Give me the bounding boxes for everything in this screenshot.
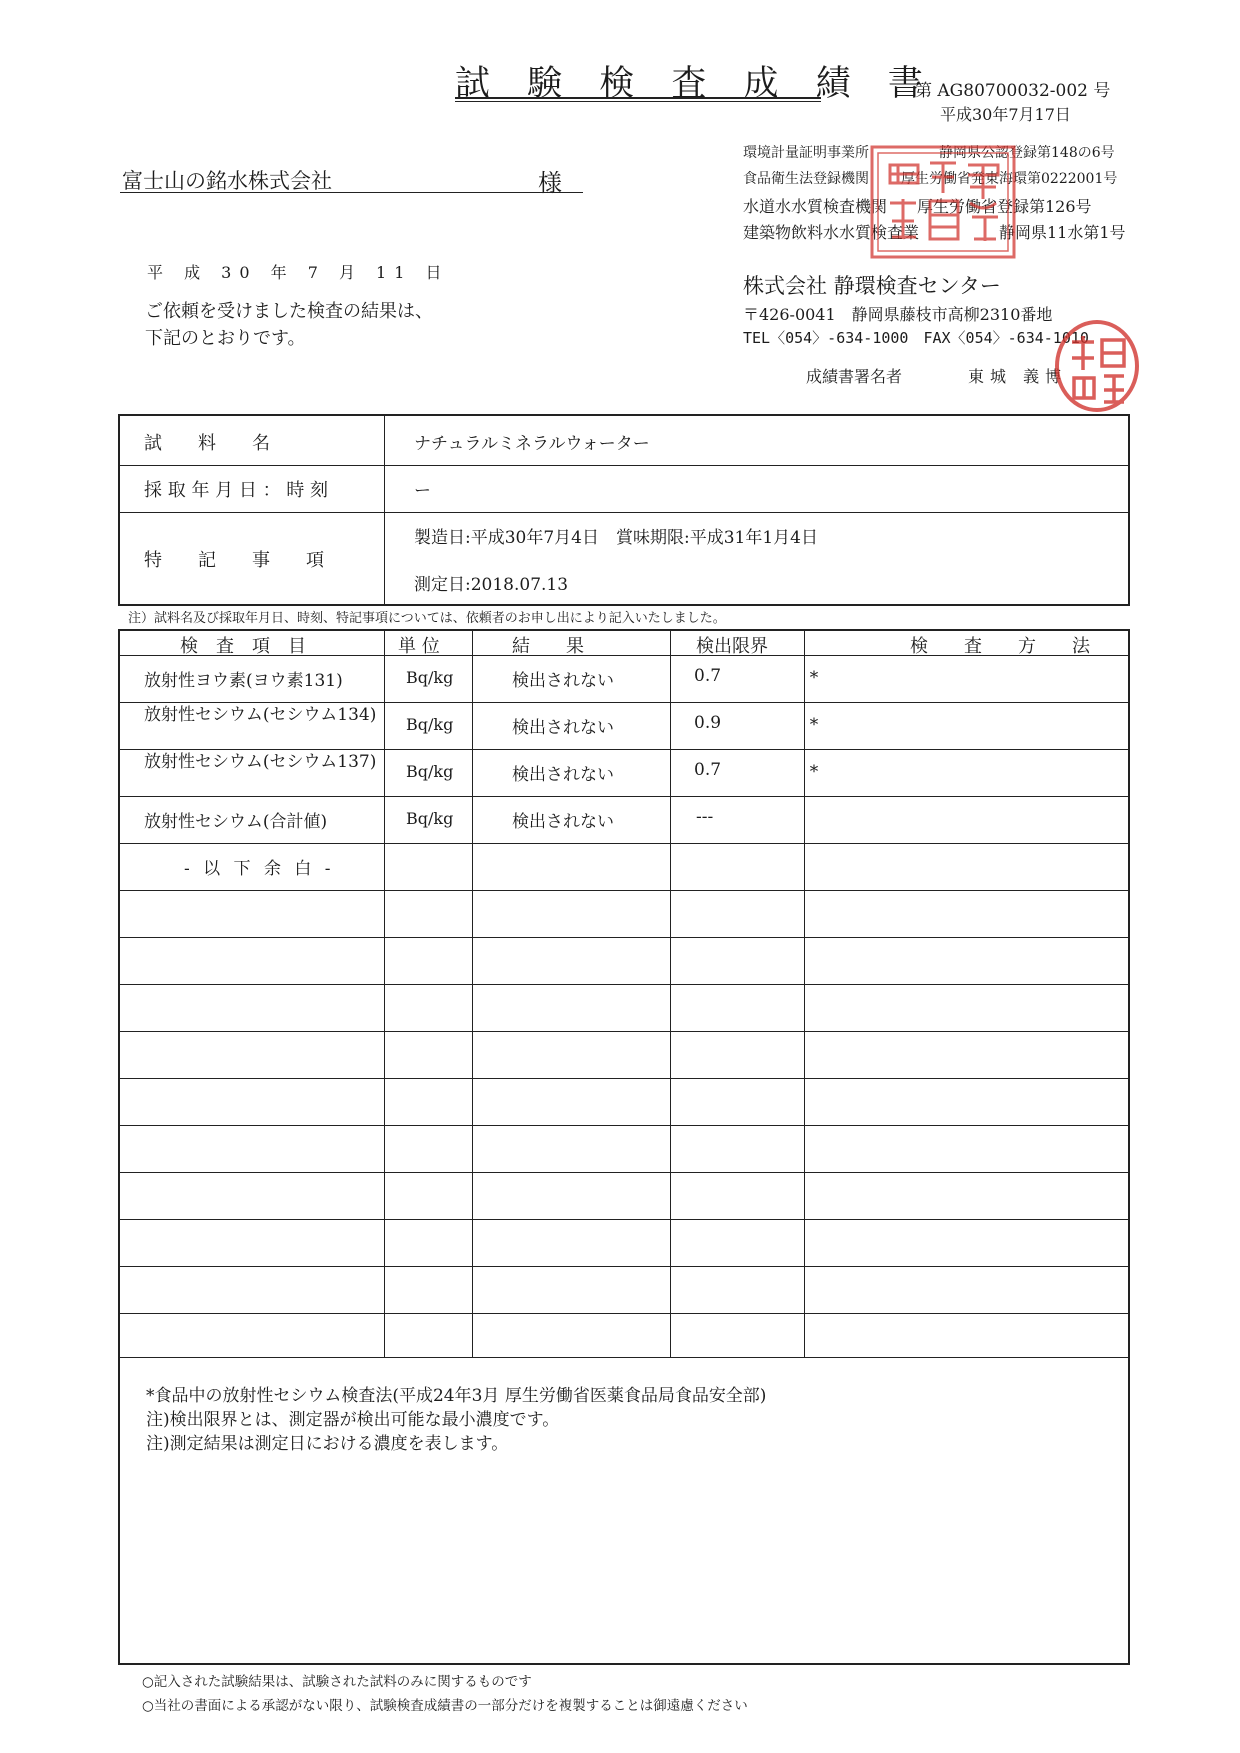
detection-limit: --- [696, 807, 714, 827]
header-result: 結 果 [512, 636, 584, 657]
footnote-method: *食品中の放射性セシウム検査法(平成24年3月 厚生労働省医薬食品局食品安全部) [146, 1386, 767, 1406]
remarks-label: 特 記 事 項 [144, 550, 324, 571]
sample-table-rule [120, 465, 1128, 466]
client-name: 富士山の銘水株式会社 [122, 169, 332, 193]
footnote-measurement: 注)測定結果は測定日における濃度を表します。 [146, 1434, 509, 1454]
signer-seal-icon [1052, 318, 1142, 414]
disclaimer-line-2: ○当社の書面による承認がない限り、試験検査成績書の一部分だけを複製することは御遠慮ください [142, 1698, 748, 1714]
intro-line-2: 下記のとおりです。 [145, 328, 306, 349]
client-underline [120, 192, 583, 193]
header-detection-limit: 検出限界 [696, 636, 768, 657]
request-date: 平 成 30 年 7 月 11 日 [147, 263, 450, 282]
row-rule [120, 702, 1128, 703]
col-divider [472, 631, 473, 1357]
lab-address: 〒426-0041 静岡県藤枝市高柳2310番地 [743, 305, 1053, 324]
registration-value: 静岡県公認登録第148の6号 [939, 145, 1115, 161]
row-rule [120, 890, 1128, 891]
document-title: 試 験 検 査 成 績 書 [455, 64, 936, 104]
result: 検出されない [512, 671, 614, 691]
row-rule [120, 1125, 1128, 1126]
row-rule [120, 1172, 1128, 1173]
signer-name: 東城 義博 [968, 367, 1068, 386]
footnote-detection-limit: 注)検出限界とは、測定器が検出可能な最小濃度です。 [146, 1410, 560, 1430]
sampling-datetime: ー [414, 481, 431, 501]
row-rule [120, 984, 1128, 985]
row-rule [120, 1266, 1128, 1267]
sample-table-divider [384, 416, 385, 604]
registration-label: 環境計量証明事業所 [743, 145, 869, 161]
sample-name-label: 試 料 名 [144, 433, 270, 454]
row-rule [120, 843, 1128, 844]
row-rule [120, 1313, 1128, 1314]
registration-value: 厚生労働省発東海環第0222001号 [901, 171, 1118, 187]
lab-tel-fax: TEL〈054〉-634-1000 FAX〈054〉-634-1010 [743, 329, 1089, 347]
detection-limit: 0.7 [694, 760, 722, 780]
test-method: * [809, 762, 819, 782]
client-honorific: 様 [538, 169, 562, 197]
issue-date: 平成30年7月17日 [940, 105, 1071, 124]
result: 検出されない [512, 812, 614, 832]
registration-label: 食品衛生法登録機関 [743, 171, 869, 187]
signer-label: 成績書署名者 [806, 367, 903, 386]
sample-info-table [118, 414, 1130, 606]
disclaimer-line-1: ○記入された試験結果は、試験された試料のみに関するものです [142, 1674, 532, 1690]
results-table [118, 629, 1130, 1665]
detection-limit: 0.7 [694, 666, 722, 686]
remarks-line-2: 測定日:2018.07.13 [414, 575, 569, 595]
sample-name: ナチュラルミネラルウォーター [414, 434, 650, 454]
result: 検出されない [512, 765, 614, 785]
row-rule [120, 1031, 1128, 1032]
registration-label: 水道水水質検査機関 [743, 197, 888, 216]
header-test-method: 検 査 方 法 [910, 636, 1090, 657]
end-of-entries-marker: - 以 下 余 白 - [184, 859, 335, 879]
row-rule [120, 749, 1128, 750]
row-rule [120, 937, 1128, 938]
registration-value: 静岡県11水第1号 [999, 223, 1126, 242]
row-rule [120, 796, 1128, 797]
registration-label: 建築物飲料水水質検査業 [743, 223, 920, 242]
row-rule [120, 1219, 1128, 1220]
test-item: 放射性セシウム(セシウム134) [144, 705, 377, 725]
sample-info-note: 注）試料名及び採取年月日、時刻、特記事項については、依頼者のお申し出により記入いたしました。 [128, 611, 726, 626]
unit: Bq/kg [406, 668, 454, 687]
row-rule [120, 1357, 1128, 1358]
unit: Bq/kg [406, 762, 454, 781]
detection-limit: 0.9 [694, 713, 722, 733]
registration-value: 厚生労働省登録第126号 [917, 197, 1092, 216]
sampling-datetime-label: 採 取 年 月 日 ： 時 刻 [144, 480, 329, 501]
row-rule [120, 1078, 1128, 1079]
result: 検出されない [512, 718, 614, 738]
intro-line-1: ご依頼を受けました検査の結果は、 [145, 301, 433, 322]
test-method: * [809, 715, 819, 735]
col-divider [670, 631, 671, 1357]
sample-table-rule [120, 512, 1128, 513]
title-underline-inner [455, 101, 821, 102]
title-underline [455, 97, 821, 99]
certificate-number: 第 AG80700032-002 号 [915, 81, 1111, 101]
lab-name: 株式会社 静環検査センター [743, 274, 1001, 298]
header-test-item: 検 査 項 目 [180, 636, 306, 657]
header-unit: 単 位 [398, 636, 440, 657]
test-item: 放射性セシウム(合計値) [144, 812, 328, 832]
col-divider [804, 631, 805, 1357]
company-seal-icon [868, 143, 1018, 261]
col-divider [384, 631, 385, 1357]
unit: Bq/kg [406, 809, 454, 828]
test-item: 放射性ヨウ素(ヨウ素131) [144, 671, 343, 691]
test-item: 放射性セシウム(セシウム137) [144, 752, 377, 772]
test-method: * [809, 668, 819, 688]
remarks-line-1: 製造日:平成30年7月4日 賞味期限:平成31年1月4日 [414, 528, 818, 548]
unit: Bq/kg [406, 715, 454, 734]
